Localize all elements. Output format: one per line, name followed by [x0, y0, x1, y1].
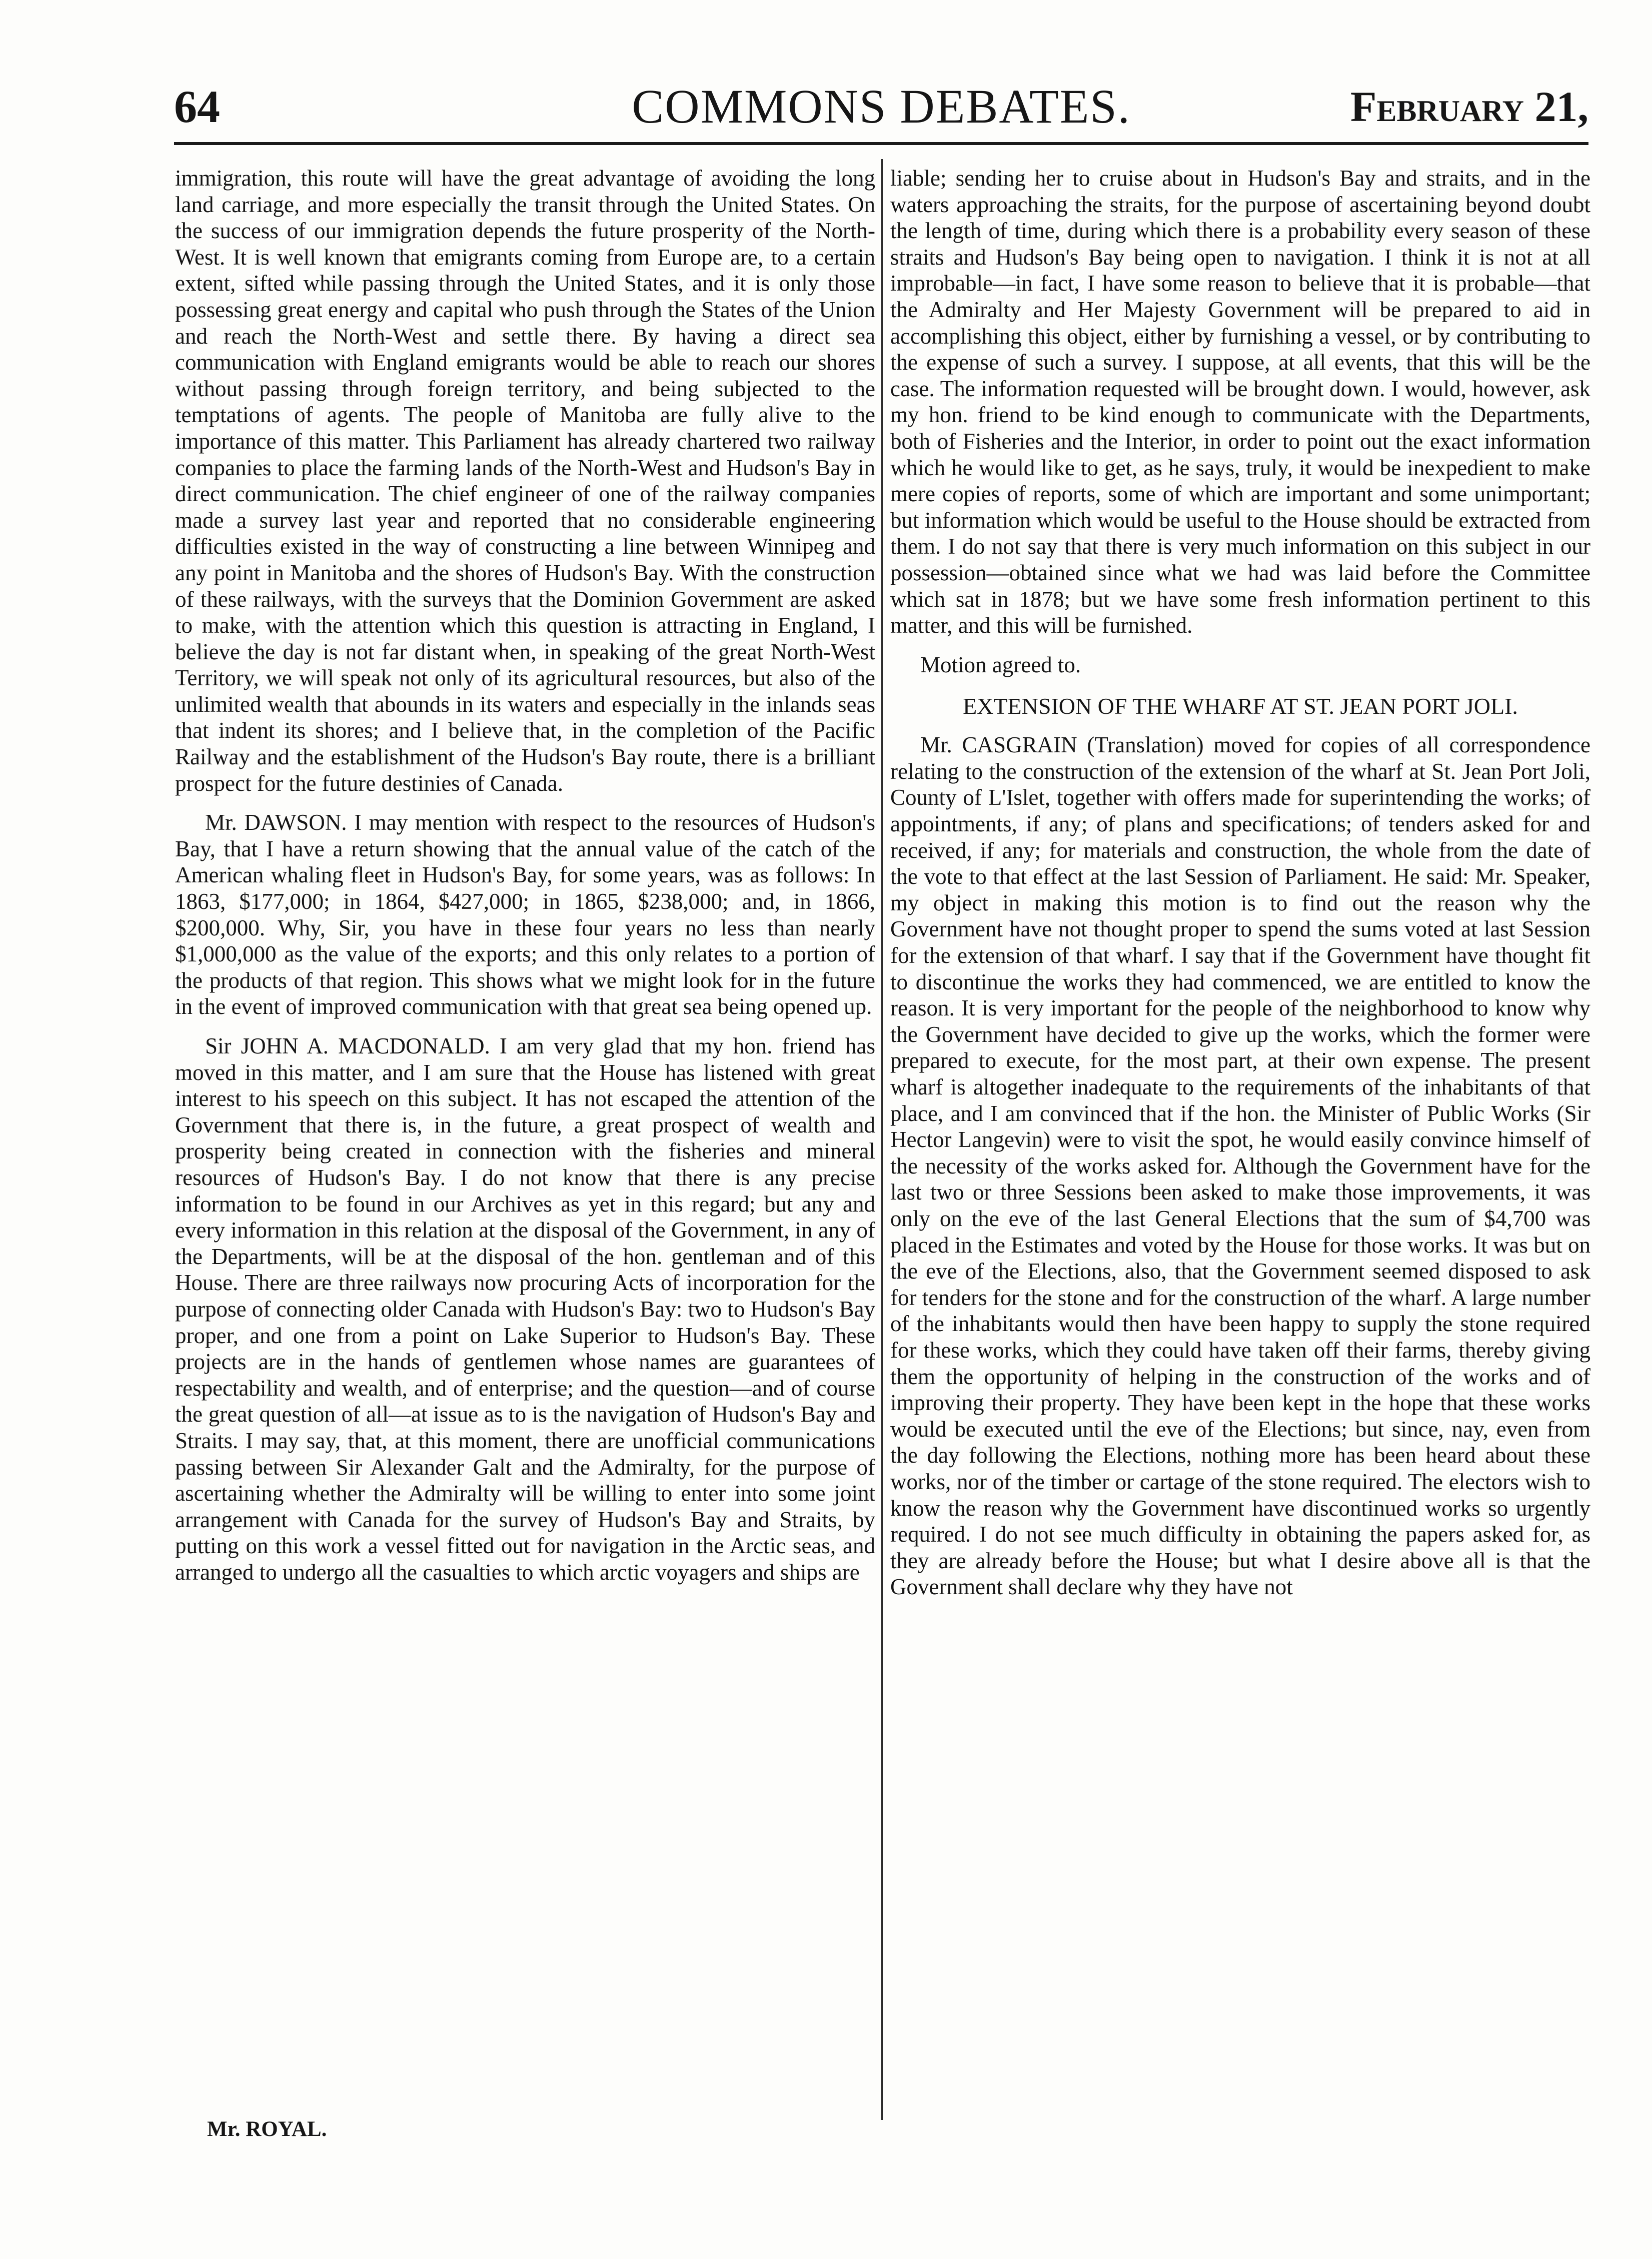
paragraph-continuation: immigration, this route will have the great advantage of avoiding the long land carriage, and more especially the transit through the United States. On the success of our immigration depends the future prosperity of the North-West. It is well known that emigrants coming from Europe are, to a certain extent, sifted while passing through the United States, and it is only those possessing great energy and capital who push through the States of the Union and reach the North-West and settle there. By having a direct sea communication with England emigrants would be able to reach our shores without passing through foreign territory, and being subjected to the temptations of agents. The people of Manitoba are fully alive to the importance of this matter. This Parliament has already chartered two railway companies to place the farming lands of the North-West and Hudson's Bay in direct communication. The chief engineer of one of the railway companies made a survey last year and reported that no considerable engineering difficulties existed in the way of constructing a line between Winnipeg and any point in Manitoba and the shores of Hudson's Bay. With the construction of these railways, with the surveys that the Dominion Government are asked to make, with the attention which this question is attracting in England, I believe the day is not far distant when, in speaking of the great North-West Territory, we will speak not only of its agricultural resources, but also of the unlimited wealth that abounds in its waters and especially in the inlands seas that indent its shores; and I believe that, in the completion of the Pacific Railway and the establishment of the Hudson's Bay route, there is a brilliant prospect for the future destinies of Canada.: [175, 166, 875, 796]
paragraph-macdonald: Sir JOHN A. MACDONALD. I am very glad that my hon. friend has moved in this matter, and I am sure that the House has listened with great interest to his speech on this subject. It has not escaped the attention of the Government that there is, in the future, a great prospect of wealth and prosperity being created in connection with the fisheries and mineral resources of Hudson's Bay. I do not know that there is any precise information to be found in our Archives as yet in this regard; but any and every information in this relation at the disposal of the Government, in any of the Departments, will be at the disposal of the hon. gentleman and of this House. There are three railways now procuring Acts of incorporation for the purpose of connecting older Canada with Hudson's Bay: two to Hudson's Bay proper, and one from a point on Lake Superior to Hudson's Bay. These projects are in the hands of gentlemen whose names are guarantees of respectability and wealth, and of enterprise; and the question—and of course the great question of all—at issue as to is the navigation of Hudson's Bay and Straits. I may say, that, at this moment, there are unofficial communications passing between Sir Alexander Galt and the Admiralty, for the purpose of ascertaining whether the Admiralty will be willing to enter into some joint arrangement with Canada for the survey of Hudson's Bay and Straits, by putting on this work a vessel fitted out for navigation in the Arctic seas, and arranged to undergo all the casualties to which arctic voyagers and ships are: [175, 1033, 875, 1585]
right-column: [890, 165, 1590, 1613]
page-number: 64: [174, 81, 220, 132]
page-header: [174, 79, 1588, 134]
paragraph-dawson: Mr. DAWSON. I may mention with respect to the resources of Hudson's Bay, that I have a return showing that the annual value of the catch of the American whaling fleet in Hudson's Bay, for some years, was as follows: In 1863, $177,000; in 1864, $427,000; in 1865, $238,000; and, in 1866, $200,000. Why, Sir, you have in these four years no less than nearly $1,000,000 as the value of the exports; and this only relates to a portion of the products of that region. This shows what we might look for in the future in the event of improved communication with that great sea being opened up.: [175, 810, 875, 1019]
page-title: COMMONS DEBATES.: [632, 80, 1131, 133]
column-divider: [881, 159, 883, 2120]
left-column: [175, 165, 875, 1598]
section-heading: EXTENSION OF THE WHARF AT ST. JEAN PORT JOLI.: [963, 693, 1518, 719]
footer-speaker: Mr. ROYAL.: [207, 2117, 327, 2141]
header-rule: [174, 142, 1588, 145]
motion-result: Motion agreed to.: [920, 652, 1081, 677]
paragraph-casgrain: Mr. CASGRAIN (Translation) moved for copies of all correspondence relating to the construction of the extension of the wharf at St. Jean Port Joli, County of L'Islet, together with offers made for superintending the works; of appointments, if any; of plans and specifications; of tenders asked for and received, if any; for materials and construction, the whole from the date of the vote to that effect at the last Session of Parliament. He said: Mr. Speaker, my object in making this motion is to find out the reason why the Government have not thought proper to spend the sums voted at last Session for the extension of that wharf. I say that if the Government have thought fit to discontinue the works they had commenced, we are entitled to know the reason. It is very important for the people of the neighborhood to know why the Government have decided to give up the works, which the former were prepared to execute, for the most part, at their own expense. The present wharf is altogether inadequate to the requirements of the inhabitants of that place, and I am convinced that if the hon. the Minister of Public Works (Sir Hector Langevin) were to visit the spot, he would easily convince himself of the necessity of the works asked for. Although the Government have for the last two or three Sessions been asked to make those improvements, it was only on the eve of the last General Elections that the sum of $4,700 was placed in the Estimates and voted by the House for those works. It was but on the eve of the Elections, also, that the Government seemed disposed to ask for tenders for the stone and for the construction of the wharf. A large number of the inhabitants would then have been happy to supply the stone required for these works, which they could have taken off their farms, thereby giving them the opportunity of helping in the construction of the works and of improving their property. They have been kept in the hope that these works would be executed until the eve of the Elections; but since, nay, even from the day following the Elections, nothing more has been heard about these works, nor of the timber or cartage of the stone required. The electors wish to know the reason why the Government have discontinued works so urgently required. I do not see much difficulty in obtaining the papers asked for, as they are already before the House; but what I desire above all is that the Government shall declare why they have not: [890, 732, 1590, 1600]
page-date: February 21,: [1350, 83, 1588, 131]
paragraph-macdonald-continued: liable; sending her to cruise about in Hudson's Bay and straits, and in the waters approaching the straits, for the purpose of ascertaining beyond doubt the length of time, during which there is a probability every season of these straits and Hudson's Bay being open to navigation. I think it is not at all improbable—in fact, I have some reason to believe that it is probable—that the Admiralty and Her Majesty Government will be prepared to aid in accomplishing this object, either by furnishing a vessel, or by contributing to the expense of such a survey. I suppose, at all events, that this will be the case. The information requested will be brought down. I would, however, ask my hon. friend to be kind enough to communicate with the Departments, both of Fisheries and the Interior, in order to point out the exact information which he would like to get, as he says, truly, it would be inexpedient to make mere copies of reports, some of which are important and some unimportant; but information which would be useful to the House should be extracted from them. I do not say that there is very much information on this subject in our possession—obtained since what we had was laid before the Committee which sat in 1878; but we have some fresh information pertinent to this matter, and this will be furnished.: [890, 166, 1590, 638]
